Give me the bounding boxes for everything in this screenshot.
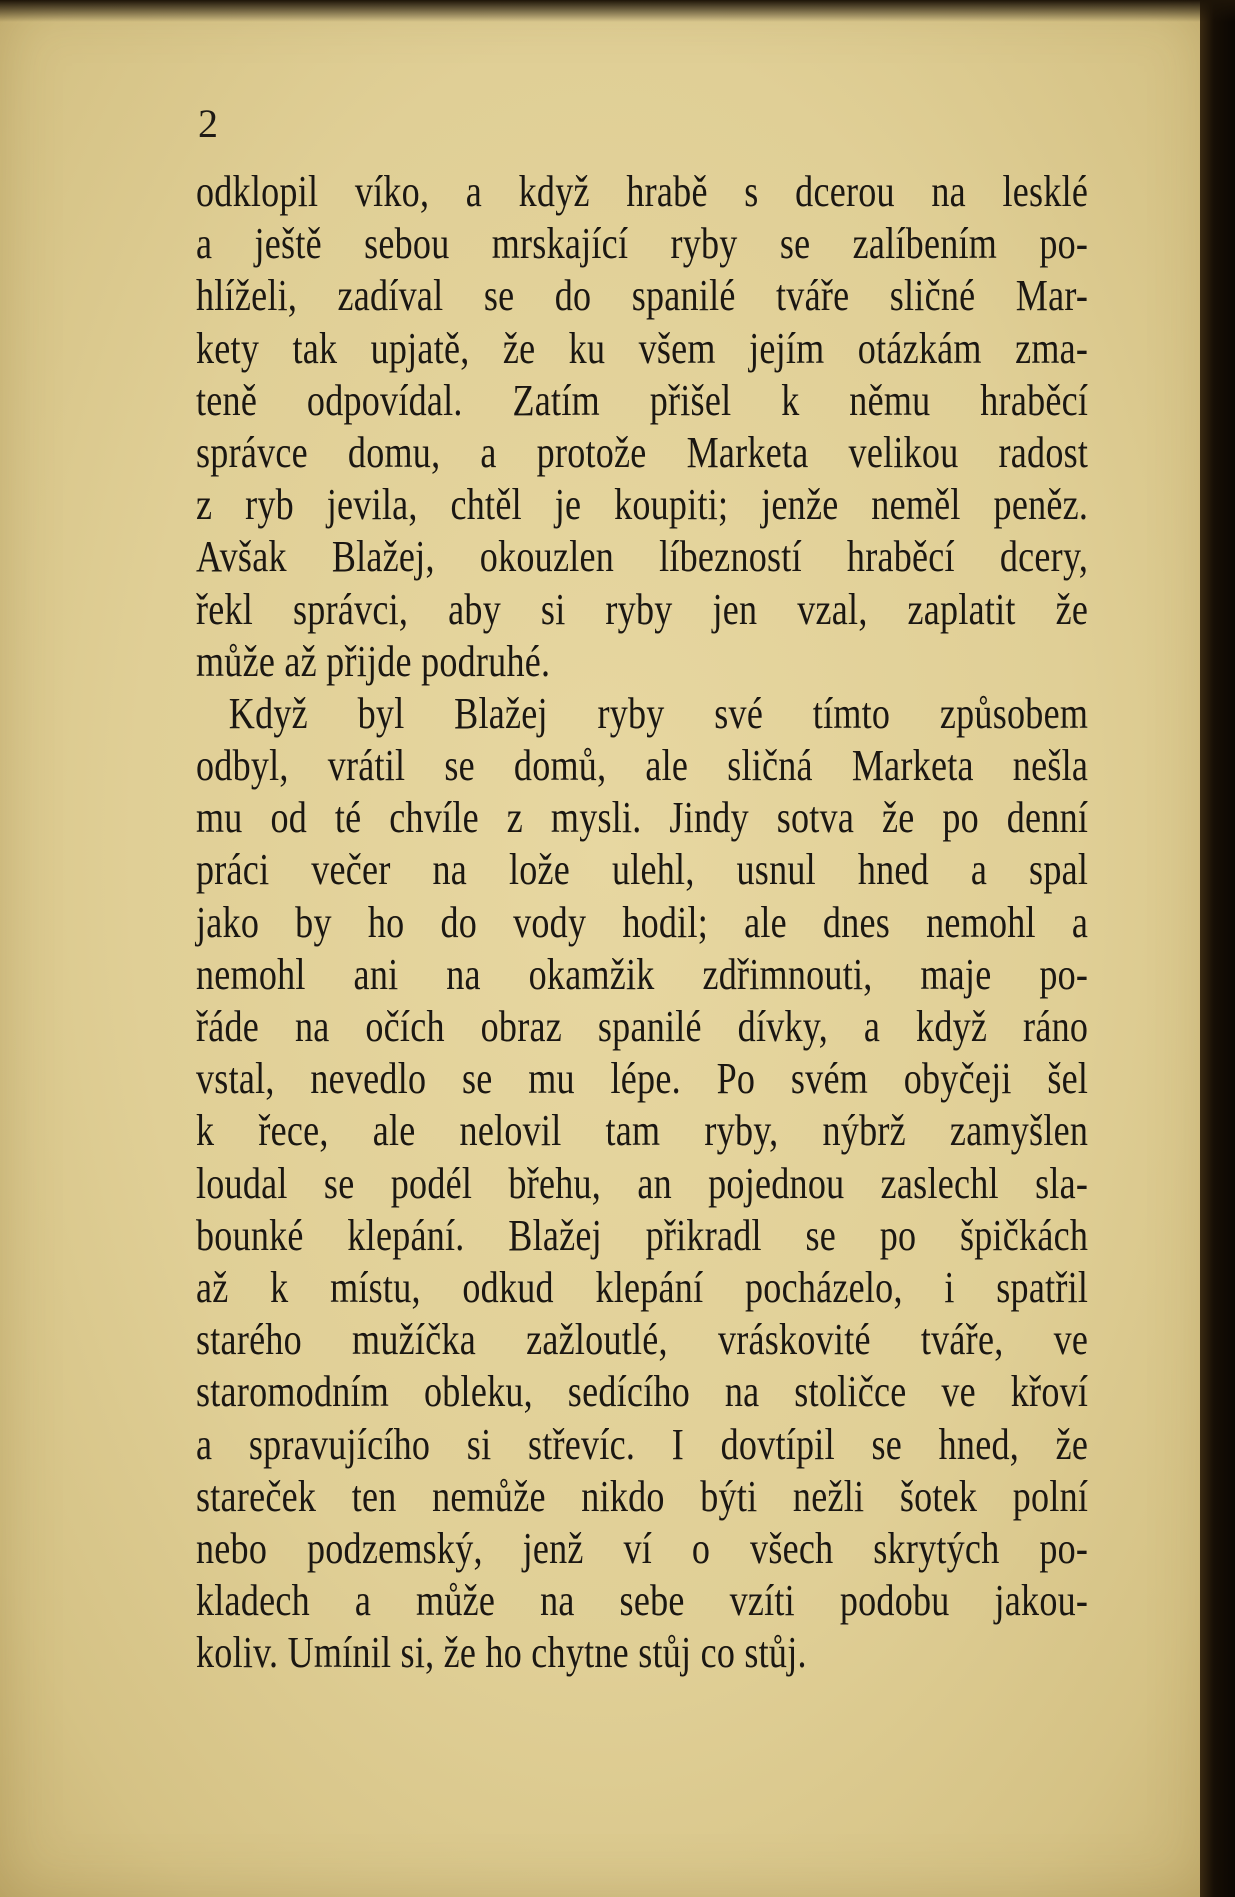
text-line: odbyl, vrátil se domů, ale sličná Marketa nešla xyxy=(196,741,1089,791)
text-line: nemohl ani na okamžik zdřimnouti, maje po- xyxy=(196,949,1089,999)
text-line: mu od té chvíle z mysli. Jindy sotva že po denní xyxy=(196,793,1089,843)
text-line-paragraph-start: Když byl Blažej ryby své tímto způsobem xyxy=(228,688,1089,738)
text-line: řáde na očích obraz spanilé dívky, a když ráno xyxy=(196,1002,1089,1051)
page-number: 2 xyxy=(198,101,218,146)
book-spine-edge xyxy=(1200,0,1235,1897)
text-line: jako by ho do vody hodil; ale dnes nemohl a xyxy=(196,897,1089,947)
text-line: práci večer na lože ulehl, usnul hned a spal xyxy=(196,845,1089,895)
text-line: z ryb jevila, chtěl je koupiti; jenže neměl peněz. xyxy=(196,480,1089,530)
body-text xyxy=(196,166,1088,1679)
text-line: až k místu, odkud klepání pocházelo, i spatřil xyxy=(196,1262,1089,1312)
text-line: hlíželi, zadíval se do spanilé tváře sličné Mar- xyxy=(196,271,1089,321)
text-line: bounké klepání. Blažej přikradl se po špičkách xyxy=(196,1210,1089,1260)
text-line: řekl správci, aby si ryby jen vzal, zaplatit že xyxy=(196,584,1089,634)
text-line-paragraph-end: může až přijde podruhé. xyxy=(196,636,551,686)
text-line: Avšak Blažej, okouzlen líbezností hraběcí dcery, xyxy=(196,532,1089,582)
text-line: kety tak upjatě, že ku všem jejím otázkám zma- xyxy=(196,323,1089,373)
text-line: a ještě sebou mrskající ryby se zalíbením po- xyxy=(196,219,1089,269)
text-line: vstal, nevedlo se mu lépe. Po svém obyčeji šel xyxy=(196,1054,1089,1104)
text-line: loudal se podél břehu, an pojednou zaslechl sla- xyxy=(196,1158,1089,1208)
text-line: k řece, ale nelovil tam ryby, nýbrž zamyšlen xyxy=(196,1106,1089,1156)
text-line: odklopil víko, a když hrabě s dcerou na lesklé xyxy=(196,167,1089,216)
text-line: a spravujícího si střevíc. I dovtípil se hned, že xyxy=(196,1419,1089,1469)
text-line: kladech a může na sebe vzíti podobu jakou- xyxy=(196,1576,1089,1626)
text-line: starého mužíčka zažloutlé, vráskovité tváře, ve xyxy=(196,1315,1089,1365)
text-line: teně odpovídal. Zatím přišel k němu hraběcí xyxy=(196,375,1089,425)
text-line: správce domu, a protože Marketa velikou radost xyxy=(196,427,1089,477)
text-line: nebo podzemský, jenž ví o všech skrytých po- xyxy=(196,1523,1089,1573)
text-line-paragraph-end: koliv. Umínil si, že ho chytne stůj co stůj. xyxy=(196,1628,807,1678)
text-line: stareček ten nemůže nikdo býti nežli šotek polní xyxy=(196,1471,1089,1521)
text-line: staromodním obleku, sedícího na stoličce ve křoví xyxy=(196,1367,1089,1417)
page-top-shadow xyxy=(0,0,1235,22)
